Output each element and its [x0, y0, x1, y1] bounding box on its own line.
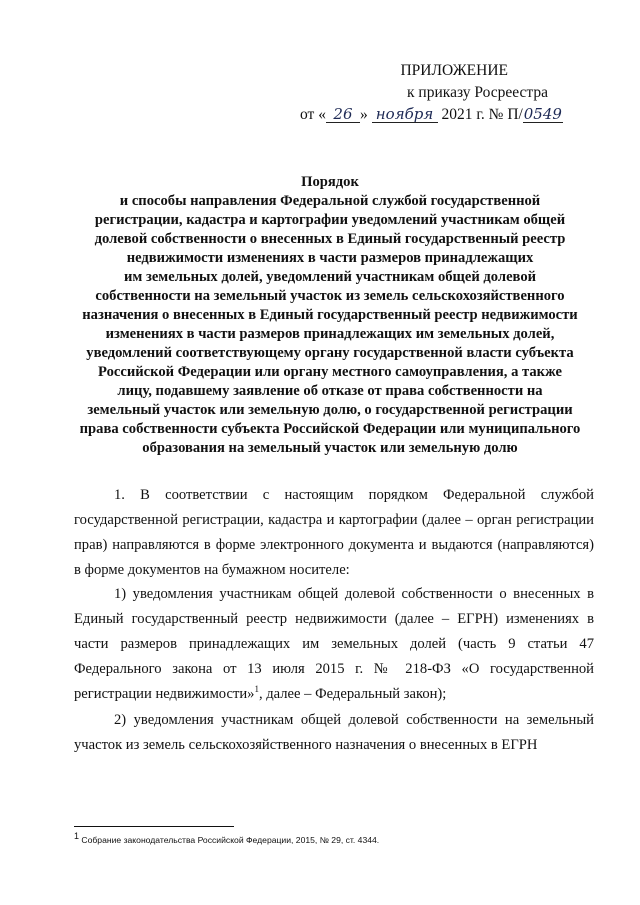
footnote-mark: 1: [74, 831, 80, 842]
footnote-divider: [74, 826, 234, 827]
handwritten-order-number: 0549: [523, 105, 562, 123]
title-line: регистрации, кадастра и картографии уведомлений участникам общей: [94, 212, 566, 228]
paragraph-1: 1. В соответствии с настоящим порядком Федеральной службой государственной регистрации, кадастра и картографии (далее – орган регистрации прав) направляются в форме электронного документа и выдаются (направляются) в форме документов на бумажном носителе:: [74, 487, 594, 578]
footnote-reference: 1: [254, 684, 259, 695]
title-line: права собственности субъекта Российской Федерации или муниципального: [79, 421, 581, 437]
item-1-tail: , далее – Федеральный закон);: [258, 686, 447, 702]
item-2-continuation: участок из земель сельскохозяйственного назначения о внесенных в ЕГРН: [74, 737, 538, 753]
footnote: [74, 831, 594, 846]
appendix-order-ref: к приказу Росреестра: [407, 84, 548, 101]
year-and-number-label: 2021 г. № П/: [441, 106, 523, 123]
handwritten-month: ноября: [372, 106, 438, 123]
title-line: Российской Федерации или органу местного самоуправления, а также: [98, 364, 562, 380]
appendix-header: [300, 60, 600, 126]
title-line: лицу, подавшему заявление об отказе от права собственности на: [117, 383, 543, 399]
title-line: недвижимости изменениях в части размеров принадлежащих: [126, 250, 534, 266]
date-quote-close: »: [359, 106, 368, 123]
title-line: и способы направления Федеральной службой государственной: [119, 193, 541, 209]
document-title: [70, 173, 590, 458]
appendix-title: ПРИЛОЖЕНИЕ: [400, 62, 508, 79]
title-line: назначения о внесенных в Единый государственный реестр недвижимости: [82, 307, 578, 323]
paragraph-item-1: [74, 582, 594, 707]
date-prefix: от «: [300, 106, 326, 123]
handwritten-day: 26: [326, 106, 360, 123]
title-line: собственности на земельный участок из земель сельскохозяйственного: [95, 288, 565, 304]
title-line: уведомлений соответствующему органу государственной власти субъекта: [86, 345, 574, 361]
title-heading: Порядок: [301, 174, 359, 190]
title-line: земельный участок или земельную долю, о государственной регистрации: [87, 402, 573, 418]
title-line: им земельных долей, уведомлений участникам общей долевой: [123, 269, 537, 285]
title-line: долевой собственности о внесенных в Единый государственный реестр: [94, 231, 566, 247]
appendix-date-line: [300, 104, 600, 126]
paragraph-item-2: [74, 708, 594, 758]
item-2-text: 2) уведомления участникам общей долевой собственности на земельный: [114, 712, 594, 728]
footnote-text: Собрание законодательства Российской Федерации, 2015, № 29, ст. 4344.: [79, 835, 380, 845]
item-1-text: 1) уведомления участникам общей долевой собственности о внесенных в Единый государственный реестр недвижимости (далее – ЕГРН) изменениях в части размеров принадлежащих им земельных долей (часть 9 статьи 47 Федерального закона от 13 июля 2015 г. № 218-ФЗ «О государственной регистрации недвижимости»: [74, 586, 594, 702]
title-line: изменениях в части размеров принадлежащих им земельных долей,: [105, 326, 555, 342]
title-line: образования на земельный участок или земельную долю: [142, 440, 518, 456]
